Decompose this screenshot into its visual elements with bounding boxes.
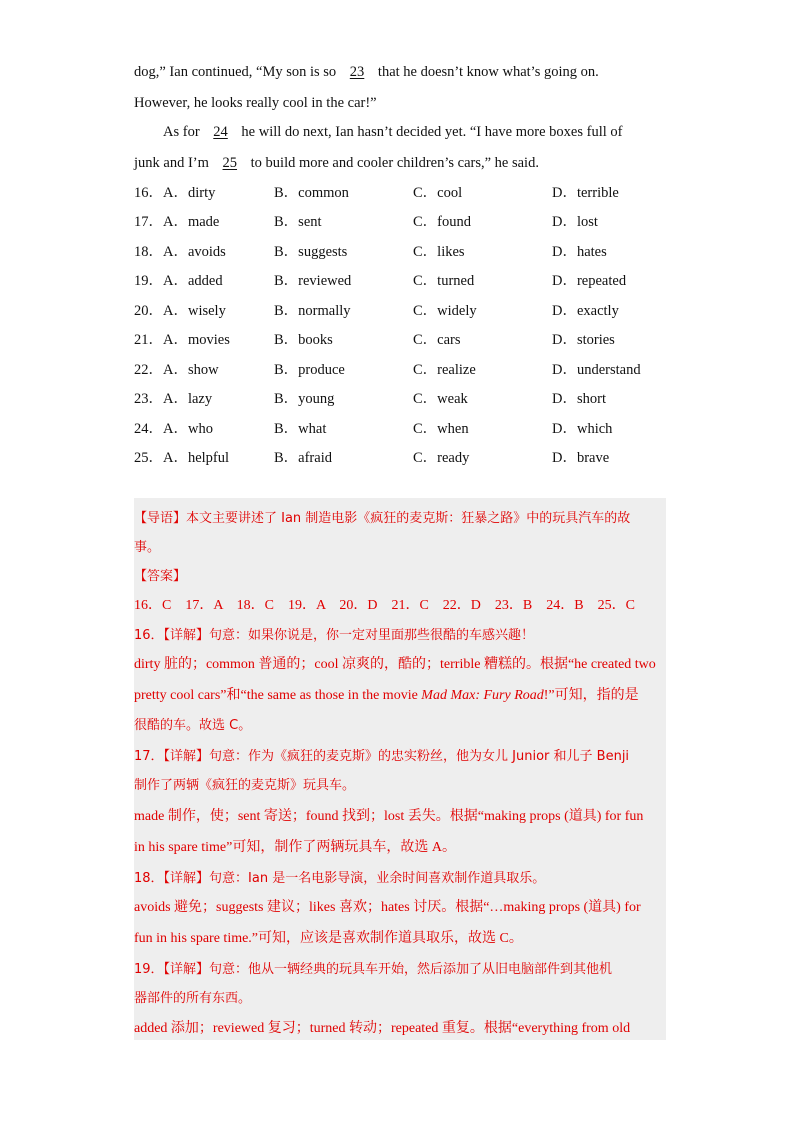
question-row — [134, 448, 694, 468]
passage-line-4: junk and I’m 25 to build more and cooler children’s cars,” he said. — [134, 155, 539, 171]
q17-explanation-line: made 制作，使；sent 寄送；found 找到；lost 丢失。根据“making props (道具) for fun — [134, 809, 644, 824]
option-text: A．lazy — [163, 391, 213, 407]
option-text: B．sent — [274, 214, 322, 230]
option-d — [552, 419, 612, 439]
option-text: C．cool — [413, 185, 463, 201]
option-text: C．turned — [413, 273, 475, 289]
question-number: 18． — [134, 244, 163, 260]
blank-25: 25 — [222, 155, 238, 171]
option-a — [134, 330, 230, 350]
option-b — [274, 389, 334, 409]
option-a — [134, 212, 219, 232]
option-b — [274, 301, 351, 321]
intro-text: 【导语】本文主要讲述了 Ian 制造电影《疯狂的麦克斯：狂暴之路》中的玩具汽车的故 — [134, 511, 631, 526]
question-row — [134, 212, 694, 232]
question-row — [134, 389, 694, 409]
option-text: B．afraid — [274, 450, 332, 466]
question-row — [134, 242, 694, 262]
option-b — [274, 183, 349, 203]
option-text: A．wisely — [163, 303, 226, 319]
q17-explanation-line: 制作了两辆《疯狂的麦克斯》玩具车。 — [134, 778, 356, 793]
option-text: D．exactly — [552, 303, 619, 319]
question-number: 22． — [134, 362, 163, 378]
option-text: B．young — [274, 391, 335, 407]
option-d — [552, 242, 607, 262]
intro-text-cont: 事。 — [134, 540, 161, 555]
option-text: D．lost — [552, 214, 598, 230]
option-a — [134, 419, 213, 439]
option-text: A．made — [163, 214, 220, 230]
answer-label: 【答案】 — [134, 569, 187, 584]
option-text: A．show — [163, 362, 219, 378]
option-text: D．short — [552, 391, 606, 407]
option-text: A．avoids — [163, 244, 226, 260]
option-text: C．found — [413, 214, 471, 230]
answer-key: 16．C 17．A 18．C 19．A 20．D 21．C 22．D 23．B 24．B 25．C — [134, 598, 635, 613]
option-text: C．likes — [413, 244, 465, 260]
option-d — [552, 389, 606, 409]
option-b — [274, 448, 332, 468]
option-b — [274, 360, 345, 380]
option-text: C．realize — [413, 362, 476, 378]
option-c — [413, 330, 461, 350]
option-text: D．brave — [552, 450, 610, 466]
option-d — [552, 330, 615, 350]
passage-line-3: As for 24 he will do next, Ian hasn’t decided yet. “I have more boxes full of — [163, 124, 623, 140]
option-text: A．who — [163, 421, 213, 437]
option-a — [134, 360, 219, 380]
q17-explanation-line: in his spare time”可知，制作了两辆玩具车，故选 A。 — [134, 840, 456, 855]
q19-explanation-line: added 添加；reviewed 复习；turned 转动；repeated 重复。根据“everything from old — [134, 1021, 631, 1036]
option-c — [413, 360, 476, 380]
q17-explanation-title: 17．【详解】句意：作为《疯狂的麦克斯》的忠实粉丝，他为女儿 Junior 和儿子 Benji — [134, 749, 630, 764]
q18-explanation-line: fun in his spare time.”可知，应该是喜欢制作道具取乐，故选 C。 — [134, 931, 523, 946]
option-text: B．common — [274, 185, 349, 201]
question-row — [134, 330, 694, 350]
option-a — [134, 448, 229, 468]
option-b — [274, 212, 322, 232]
option-text: C．widely — [413, 303, 477, 319]
passage-line-2: However, he looks really cool in the car!” — [134, 95, 377, 111]
option-text: A．helpful — [163, 450, 230, 466]
option-d — [552, 360, 641, 380]
question-number: 25． — [134, 450, 163, 466]
question-number: 16． — [134, 185, 163, 201]
q19-explanation-line: 器部件的所有东西。 — [134, 991, 252, 1006]
option-b — [274, 419, 326, 439]
option-b — [274, 242, 347, 262]
option-c — [413, 183, 462, 203]
option-text: B．reviewed — [274, 273, 352, 289]
q18-explanation-line: avoids 避免；suggests 建议；likes 喜欢；hates 讨厌。根据“…making props (道具) for — [134, 900, 641, 915]
question-number: 23． — [134, 391, 163, 407]
option-text: B．produce — [274, 362, 345, 378]
option-text: B．normally — [274, 303, 351, 319]
option-text: C．cars — [413, 332, 461, 348]
q16-explanation-line: pretty cool cars”和“the same as those in the movie Mad Max: Fury Road!”可知，指的是 — [134, 688, 639, 703]
option-text: A．dirty — [163, 185, 216, 201]
q19-explanation-title: 19．【详解】句意：他从一辆经典的玩具车开始，然后添加了从旧电脑部件到其他机 — [134, 962, 613, 977]
option-b — [274, 330, 333, 350]
option-c — [413, 389, 468, 409]
option-d — [552, 212, 598, 232]
option-a — [134, 271, 223, 291]
question-row — [134, 271, 694, 291]
option-text: B．what — [274, 421, 327, 437]
question-row — [134, 360, 694, 380]
q18-explanation-title: 18．【详解】句意：Ian 是一名电影导演，业余时间喜欢制作道具取乐。 — [134, 871, 546, 886]
option-text: A．added — [163, 273, 223, 289]
option-text: D．which — [552, 421, 613, 437]
analysis-box — [134, 498, 666, 1040]
question-number: 19． — [134, 273, 163, 289]
option-text: D．repeated — [552, 273, 627, 289]
question-row — [134, 301, 694, 321]
option-text: C．when — [413, 421, 469, 437]
q16-explanation-line: dirty 脏的；common 普通的；cool 凉爽的，酷的；terrible 糟糕的。根据“he created two — [134, 657, 656, 672]
question-number: 21． — [134, 332, 163, 348]
option-d — [552, 183, 619, 203]
option-text: D．stories — [552, 332, 615, 348]
option-text: B．suggests — [274, 244, 348, 260]
option-text: C．weak — [413, 391, 468, 407]
option-text: B．books — [274, 332, 333, 348]
q16-explanation-line: 很酷的车。故选 C。 — [134, 718, 252, 733]
option-text: D．understand — [552, 362, 641, 378]
option-text: C．ready — [413, 450, 470, 466]
option-a — [134, 301, 226, 321]
option-b — [274, 271, 351, 291]
passage-line-1: dog,” Ian continued, “My son is so 23 that he doesn’t know what’s going on. — [134, 64, 599, 80]
option-d — [552, 271, 626, 291]
question-number: 24． — [134, 421, 163, 437]
option-a — [134, 242, 226, 262]
blank-23: 23 — [349, 64, 365, 80]
option-text: A．movies — [163, 332, 230, 348]
option-a — [134, 183, 215, 203]
option-c — [413, 419, 469, 439]
question-row — [134, 183, 694, 203]
option-c — [413, 212, 471, 232]
option-c — [413, 271, 474, 291]
blank-24: 24 — [213, 124, 228, 140]
question-number: 20． — [134, 303, 163, 319]
option-c — [413, 448, 469, 468]
option-text: D．hates — [552, 244, 607, 260]
option-d — [552, 301, 619, 321]
option-text: D．terrible — [552, 185, 619, 201]
q16-explanation-title: 16．【详解】句意：如果你说是，你一定对里面那些很酷的车感兴趣！ — [134, 628, 535, 643]
question-row — [134, 419, 694, 439]
option-c — [413, 301, 477, 321]
option-a — [134, 389, 212, 409]
question-number: 17． — [134, 214, 163, 230]
option-c — [413, 242, 465, 262]
option-d — [552, 448, 609, 468]
